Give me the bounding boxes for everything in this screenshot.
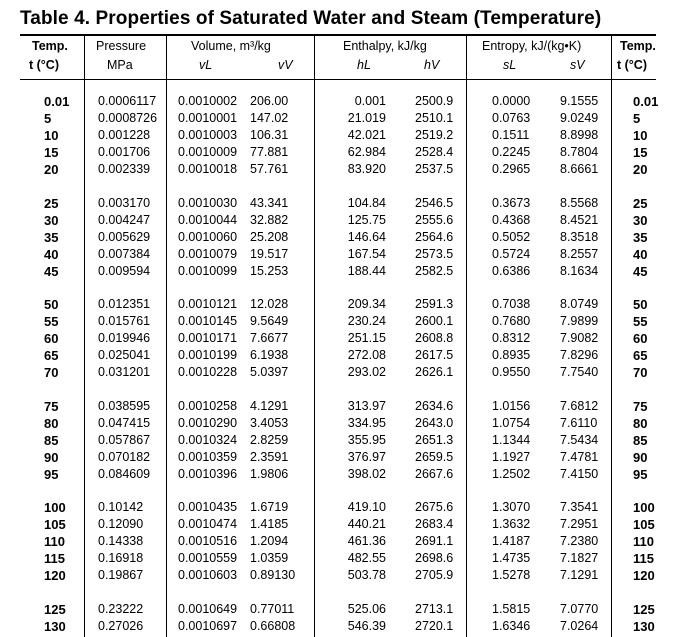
vL-cell: 0.0010228 bbox=[178, 365, 238, 379]
hL-cell: 398.02 bbox=[347, 466, 386, 481]
sV-cell: 9.0249 bbox=[560, 111, 599, 125]
sV-cell: 7.7540 bbox=[560, 365, 599, 379]
vV-cell: 0.66808 bbox=[250, 618, 296, 633]
pressure-cell: 0.10142 bbox=[98, 500, 144, 514]
sL-cell: 0.7680 bbox=[492, 314, 531, 328]
temp-cell-right: 90 bbox=[633, 449, 648, 465]
sL-cell: 0.6386 bbox=[492, 263, 531, 278]
hL-cell: 376.97 bbox=[347, 449, 386, 464]
hL-cell: 525.06 bbox=[347, 601, 386, 616]
hL-cell: 313.97 bbox=[347, 398, 386, 413]
hV-cell: 2659.5 bbox=[415, 449, 454, 464]
vV-cell: 57.761 bbox=[250, 162, 289, 176]
vL-cell: 0.0010559 bbox=[178, 551, 238, 565]
vV-cell: 1.6719 bbox=[250, 500, 289, 514]
hL-cell: 167.54 bbox=[347, 246, 386, 261]
sV-cell: 7.3541 bbox=[560, 500, 599, 514]
sV-cell: 7.8296 bbox=[560, 348, 599, 362]
temp-cell: 85 bbox=[44, 432, 59, 448]
vV-cell: 206.00 bbox=[250, 94, 289, 108]
sL-cell: 0.2245 bbox=[492, 145, 531, 159]
sV-cell: 8.3518 bbox=[560, 229, 599, 244]
header-entropy: Entropy, kJ/(kg•K) bbox=[482, 39, 582, 53]
vV-cell: 4.1291 bbox=[250, 398, 289, 413]
hV-cell: 2651.3 bbox=[415, 432, 454, 447]
header-rule bbox=[20, 79, 656, 80]
temp-cell-right: 95 bbox=[633, 466, 648, 482]
sL-cell: 1.4735 bbox=[492, 551, 531, 565]
temp-cell: 60 bbox=[44, 331, 59, 346]
vV-cell: 77.881 bbox=[250, 145, 289, 159]
hV-cell: 2617.5 bbox=[415, 348, 454, 362]
sL-cell: 0.0000 bbox=[492, 94, 531, 108]
vL-cell: 0.0010474 bbox=[178, 517, 238, 531]
sL-cell: 0.5724 bbox=[492, 246, 531, 261]
sL-cell: 1.4187 bbox=[492, 534, 531, 548]
temp-cell: 130 bbox=[44, 618, 66, 634]
temp-cell-right: 25 bbox=[633, 195, 648, 211]
temp-cell: 0.01 bbox=[44, 94, 70, 109]
sL-cell: 1.3632 bbox=[492, 517, 531, 531]
hL-cell: 251.15 bbox=[347, 331, 386, 345]
sL-cell: 0.8935 bbox=[492, 348, 531, 362]
temp-cell-right: 125 bbox=[633, 601, 655, 617]
vV-cell: 15.253 bbox=[250, 263, 289, 278]
sL-cell: 1.5815 bbox=[492, 601, 531, 616]
temp-cell-right: 75 bbox=[633, 398, 648, 414]
vL-cell: 0.0010697 bbox=[178, 618, 238, 633]
sL-cell: 1.6346 bbox=[492, 618, 531, 633]
temp-cell: 90 bbox=[44, 449, 59, 465]
vL-cell: 0.0010435 bbox=[178, 500, 238, 514]
temp-cell: 40 bbox=[44, 246, 59, 262]
vL-cell: 0.0010145 bbox=[178, 314, 238, 328]
header-pressure-unit: MPa bbox=[107, 58, 133, 72]
vL-cell: 0.0010001 bbox=[178, 111, 238, 125]
column-divider bbox=[314, 35, 315, 637]
temp-cell-right: 15 bbox=[633, 145, 648, 160]
vL-cell: 0.0010649 bbox=[178, 601, 238, 616]
hV-cell: 2720.1 bbox=[415, 618, 454, 633]
temp-cell-right: 110 bbox=[633, 534, 654, 549]
pressure-cell: 0.019946 bbox=[98, 331, 151, 345]
hV-cell: 2555.6 bbox=[415, 212, 454, 227]
hL-cell: 419.10 bbox=[347, 500, 386, 514]
temp-cell-right: 10 bbox=[633, 128, 648, 143]
sV-cell: 9.1555 bbox=[560, 94, 599, 108]
sL-cell: 1.2502 bbox=[492, 466, 531, 481]
sV-cell: 7.0770 bbox=[560, 601, 599, 616]
vL-cell: 0.0010290 bbox=[178, 415, 238, 430]
hV-cell: 2698.6 bbox=[415, 551, 454, 565]
hV-cell: 2500.9 bbox=[415, 94, 454, 108]
vV-cell: 5.0397 bbox=[250, 365, 289, 379]
vL-cell: 0.0010171 bbox=[178, 331, 238, 345]
vV-cell: 12.028 bbox=[250, 297, 289, 311]
temp-cell-right: 80 bbox=[633, 415, 648, 431]
temp-cell: 55 bbox=[44, 314, 59, 329]
hV-cell: 2591.3 bbox=[415, 297, 454, 311]
sL-cell: 0.0763 bbox=[492, 111, 531, 125]
vL-cell: 0.0010121 bbox=[178, 297, 238, 311]
hL-cell: 334.95 bbox=[347, 415, 386, 430]
column-divider bbox=[166, 35, 167, 637]
temp-cell-right: 55 bbox=[633, 314, 648, 329]
temp-cell: 120 bbox=[44, 568, 66, 583]
hV-cell: 2683.4 bbox=[415, 517, 454, 531]
pressure-cell: 0.16918 bbox=[98, 551, 144, 565]
hL-cell: 209.34 bbox=[347, 297, 386, 311]
vL-cell: 0.0010199 bbox=[178, 348, 238, 362]
temp-cell-right: 130 bbox=[633, 618, 655, 634]
pressure-cell: 0.038595 bbox=[98, 398, 151, 413]
column-divider bbox=[466, 35, 467, 637]
hV-cell: 2608.8 bbox=[415, 331, 454, 345]
hV-cell: 2573.5 bbox=[415, 246, 454, 261]
hL-cell: 293.02 bbox=[347, 365, 386, 379]
pressure-cell: 0.012351 bbox=[98, 297, 151, 311]
temp-cell: 105 bbox=[44, 517, 66, 532]
temp-cell: 75 bbox=[44, 398, 59, 414]
sV-cell: 7.0264 bbox=[560, 618, 599, 633]
sV-cell: 7.5434 bbox=[560, 432, 599, 447]
pressure-cell: 0.005629 bbox=[98, 229, 151, 244]
vV-cell: 19.517 bbox=[250, 246, 289, 261]
temp-cell: 95 bbox=[44, 466, 59, 482]
vL-cell: 0.0010516 bbox=[178, 534, 238, 548]
hV-cell: 2691.1 bbox=[415, 534, 454, 548]
sL-cell: 0.7038 bbox=[492, 297, 531, 311]
vV-cell: 1.0359 bbox=[250, 551, 289, 565]
hV-cell: 2510.1 bbox=[415, 111, 454, 125]
hV-cell: 2643.0 bbox=[415, 415, 454, 430]
temp-cell-right: 45 bbox=[633, 263, 648, 279]
header-temp-left: Temp. bbox=[32, 39, 68, 53]
hV-cell: 2667.6 bbox=[415, 466, 454, 481]
sL-cell: 0.1511 bbox=[492, 128, 530, 142]
header-temp-right: Temp. bbox=[620, 39, 656, 53]
sL-cell: 0.9550 bbox=[492, 365, 531, 379]
pressure-cell: 0.007384 bbox=[98, 246, 151, 261]
hV-cell: 2626.1 bbox=[415, 365, 454, 379]
pressure-cell: 0.009594 bbox=[98, 263, 151, 278]
hV-cell: 2705.9 bbox=[415, 568, 454, 582]
hL-cell: 104.84 bbox=[347, 195, 386, 210]
sV-cell: 8.5568 bbox=[560, 195, 599, 210]
vV-cell: 32.882 bbox=[250, 212, 289, 227]
temp-cell-right: 20 bbox=[633, 162, 648, 177]
vL-cell: 0.0010396 bbox=[178, 466, 238, 481]
hL-cell: 42.021 bbox=[347, 128, 386, 142]
sV-cell: 7.2380 bbox=[560, 534, 599, 548]
vV-cell: 3.4053 bbox=[250, 415, 289, 430]
sV-cell: 8.2557 bbox=[560, 246, 599, 261]
vL-cell: 0.0010002 bbox=[178, 94, 238, 108]
sV-cell: 8.4521 bbox=[560, 212, 599, 227]
hL-cell: 461.36 bbox=[347, 534, 386, 548]
hL-cell: 125.75 bbox=[347, 212, 386, 227]
temp-cell-right: 40 bbox=[633, 246, 648, 262]
sV-cell: 8.0749 bbox=[560, 297, 599, 311]
sV-cell: 7.4150 bbox=[560, 466, 599, 481]
hL-cell: 62.984 bbox=[347, 145, 386, 159]
pressure-cell: 0.047415 bbox=[98, 415, 151, 430]
sV-cell: 7.6110 bbox=[560, 415, 598, 430]
sV-cell: 8.7804 bbox=[560, 145, 599, 159]
hV-cell: 2528.4 bbox=[415, 145, 454, 159]
vV-cell: 1.4185 bbox=[250, 517, 289, 531]
sV-cell: 7.4781 bbox=[560, 449, 599, 464]
vV-cell: 1.9806 bbox=[250, 466, 289, 481]
temp-cell-right: 70 bbox=[633, 365, 648, 380]
sL-cell: 1.0754 bbox=[492, 415, 531, 430]
vV-cell: 0.89130 bbox=[250, 568, 296, 582]
pressure-cell: 0.27026 bbox=[98, 618, 144, 633]
temp-cell-right: 30 bbox=[633, 212, 648, 228]
hL-cell: 230.24 bbox=[347, 314, 386, 328]
vV-cell: 6.1938 bbox=[250, 348, 289, 362]
pressure-cell: 0.12090 bbox=[98, 517, 144, 531]
sV-cell: 8.6661 bbox=[560, 162, 599, 176]
vV-cell: 2.8259 bbox=[250, 432, 289, 447]
vL-cell: 0.0010603 bbox=[178, 568, 238, 582]
vL-cell: 0.0010324 bbox=[178, 432, 238, 447]
temp-cell: 110 bbox=[44, 534, 65, 549]
sL-cell: 0.8312 bbox=[492, 331, 531, 345]
header-hL: hL bbox=[357, 58, 371, 72]
vV-cell: 1.2094 bbox=[250, 534, 289, 548]
sL-cell: 1.1927 bbox=[492, 449, 531, 464]
temp-cell-right: 115 bbox=[633, 551, 654, 566]
header-vV: vV bbox=[278, 58, 293, 72]
hL-cell: 355.95 bbox=[347, 432, 386, 447]
hV-cell: 2713.1 bbox=[415, 601, 454, 616]
pressure-cell: 0.19867 bbox=[98, 568, 144, 582]
header-sL: sL bbox=[503, 58, 517, 72]
temp-cell-right: 100 bbox=[633, 500, 655, 515]
vV-cell: 25.208 bbox=[250, 229, 289, 244]
temp-cell: 15 bbox=[44, 145, 59, 160]
sL-cell: 0.5052 bbox=[492, 229, 531, 244]
pressure-cell: 0.0008726 bbox=[98, 111, 158, 125]
temp-cell: 100 bbox=[44, 500, 66, 515]
hV-cell: 2675.6 bbox=[415, 500, 454, 514]
vL-cell: 0.0010359 bbox=[178, 449, 238, 464]
vL-cell: 0.0010099 bbox=[178, 263, 238, 278]
vV-cell: 0.77011 bbox=[250, 601, 295, 616]
vL-cell: 0.0010009 bbox=[178, 145, 238, 159]
sV-cell: 8.1634 bbox=[560, 263, 599, 278]
sV-cell: 7.6812 bbox=[560, 398, 599, 413]
vV-cell: 43.341 bbox=[250, 195, 289, 210]
hL-cell: 440.21 bbox=[347, 517, 386, 531]
temp-cell: 10 bbox=[44, 128, 59, 143]
vL-cell: 0.0010044 bbox=[178, 212, 238, 227]
temp-cell: 20 bbox=[44, 162, 59, 177]
hL-cell: 503.78 bbox=[347, 568, 386, 582]
hL-cell: 21.019 bbox=[347, 111, 386, 125]
header-pressure: Pressure bbox=[96, 39, 147, 53]
vL-cell: 0.0010060 bbox=[178, 229, 238, 244]
hL-cell: 188.44 bbox=[347, 263, 386, 278]
temp-cell: 45 bbox=[44, 263, 59, 279]
vV-cell: 7.6677 bbox=[250, 331, 289, 345]
pressure-cell: 0.084609 bbox=[98, 466, 151, 481]
hV-cell: 2582.5 bbox=[415, 263, 454, 278]
hL-cell: 146.64 bbox=[347, 229, 386, 244]
header-temp-unit-left: t (°C) bbox=[29, 58, 59, 72]
header-temp-unit-right: t (°C) bbox=[617, 58, 647, 72]
temp-cell: 30 bbox=[44, 212, 59, 228]
hL-cell: 482.55 bbox=[347, 551, 386, 565]
sL-cell: 0.2965 bbox=[492, 162, 531, 176]
temp-cell-right: 85 bbox=[633, 432, 648, 448]
pressure-cell: 0.0006117 bbox=[98, 94, 157, 108]
sV-cell: 7.9082 bbox=[560, 331, 599, 345]
top-rule bbox=[20, 34, 656, 36]
sL-cell: 1.3070 bbox=[492, 500, 531, 514]
pressure-cell: 0.23222 bbox=[98, 601, 144, 616]
pressure-cell: 0.031201 bbox=[98, 365, 151, 379]
hV-cell: 2537.5 bbox=[415, 162, 454, 176]
hL-cell: 546.39 bbox=[347, 618, 386, 633]
hV-cell: 2546.5 bbox=[415, 195, 454, 210]
sV-cell: 7.1827 bbox=[560, 551, 599, 565]
table-title: Table 4. Properties of Saturated Water and Steam (Temperature) bbox=[20, 8, 602, 29]
hL-cell: 83.920 bbox=[347, 162, 386, 176]
header-sV: sV bbox=[570, 58, 585, 72]
hL-cell: 0.001 bbox=[354, 94, 386, 108]
column-divider bbox=[611, 35, 612, 637]
sV-cell: 7.9899 bbox=[560, 314, 599, 328]
temp-cell: 5 bbox=[44, 111, 52, 126]
temp-cell-right: 60 bbox=[633, 331, 648, 346]
sL-cell: 1.1344 bbox=[492, 432, 531, 447]
hV-cell: 2634.6 bbox=[415, 398, 454, 413]
pressure-cell: 0.001706 bbox=[98, 145, 151, 159]
pressure-cell: 0.015761 bbox=[98, 314, 151, 328]
header-enthalpy: Enthalpy, kJ/kg bbox=[343, 39, 427, 53]
vV-cell: 2.3591 bbox=[250, 449, 289, 464]
pressure-cell: 0.14338 bbox=[98, 534, 144, 548]
vL-cell: 0.0010079 bbox=[178, 246, 238, 261]
temp-cell-right: 5 bbox=[633, 111, 641, 126]
temp-cell: 125 bbox=[44, 601, 66, 617]
sL-cell: 0.3673 bbox=[492, 195, 531, 210]
temp-cell: 70 bbox=[44, 365, 59, 380]
pressure-cell: 0.003170 bbox=[98, 195, 151, 210]
sL-cell: 0.4368 bbox=[492, 212, 531, 227]
temp-cell-right: 65 bbox=[633, 348, 648, 363]
header-volume: Volume, m³/kg bbox=[191, 39, 271, 53]
temp-cell-right: 50 bbox=[633, 297, 648, 312]
temp-cell-right: 35 bbox=[633, 229, 648, 245]
header-vL: vL bbox=[199, 58, 213, 72]
vV-cell: 147.02 bbox=[250, 111, 289, 125]
pressure-cell: 0.002339 bbox=[98, 162, 151, 176]
temp-cell-right: 120 bbox=[633, 568, 655, 583]
temp-cell-right: 105 bbox=[633, 517, 655, 532]
sV-cell: 8.8998 bbox=[560, 128, 599, 142]
vL-cell: 0.0010003 bbox=[178, 128, 238, 142]
sL-cell: 1.0156 bbox=[492, 398, 531, 413]
hL-cell: 272.08 bbox=[347, 348, 386, 362]
vL-cell: 0.0010258 bbox=[178, 398, 238, 413]
temp-cell: 50 bbox=[44, 297, 59, 312]
hV-cell: 2564.6 bbox=[415, 229, 454, 244]
temp-cell: 25 bbox=[44, 195, 59, 211]
pressure-cell: 0.025041 bbox=[98, 348, 151, 362]
column-divider bbox=[84, 35, 85, 637]
pressure-cell: 0.057867 bbox=[98, 432, 151, 447]
vL-cell: 0.0010018 bbox=[178, 162, 238, 176]
temp-cell-right: 0.01 bbox=[633, 94, 659, 109]
pressure-cell: 0.001228 bbox=[98, 128, 151, 142]
sV-cell: 7.1291 bbox=[560, 568, 599, 582]
temp-cell: 35 bbox=[44, 229, 59, 245]
vL-cell: 0.0010030 bbox=[178, 195, 238, 210]
hV-cell: 2600.1 bbox=[415, 314, 454, 328]
temp-cell: 80 bbox=[44, 415, 59, 431]
header-hV: hV bbox=[424, 58, 440, 72]
temp-cell: 65 bbox=[44, 348, 59, 363]
pressure-cell: 0.004247 bbox=[98, 212, 151, 227]
pressure-cell: 0.070182 bbox=[98, 449, 151, 464]
vV-cell: 9.5649 bbox=[250, 314, 289, 328]
temp-cell: 115 bbox=[44, 551, 65, 566]
vV-cell: 106.31 bbox=[250, 128, 289, 142]
sL-cell: 1.5278 bbox=[492, 568, 531, 582]
hV-cell: 2519.2 bbox=[415, 128, 454, 142]
sV-cell: 7.2951 bbox=[560, 517, 599, 531]
